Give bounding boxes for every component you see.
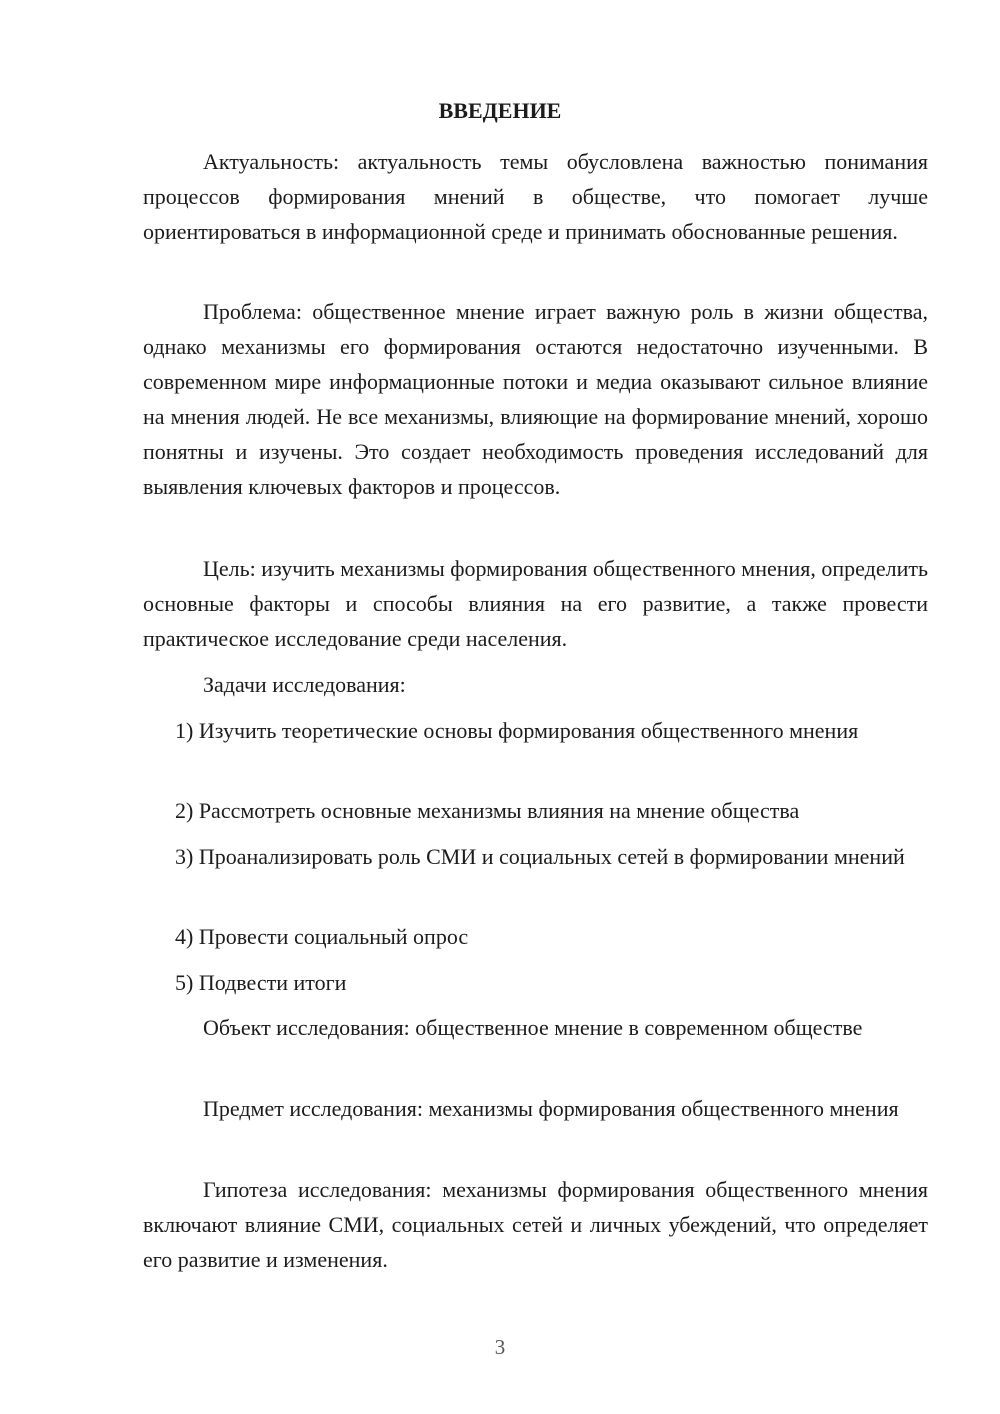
task-item-5: 5) Подвести итоги [175,970,347,995]
goal-paragraph: Цель: изучить механизмы формирования общественного мнения, определить основные факторы и способы влияния на его развитие, а также провести практическое исследование среди населения. [143,556,929,651]
object-paragraph: Объект исследования: общественное мнение в современном обществе [203,1015,863,1040]
hypothesis-paragraph: Гипотеза исследования: механизмы формирования общественного мнения включают влияние СМИ, социальных сетей и личных убеждений, что определяет его развитие и изменения. [143,1177,928,1272]
task-item-2: 2) Рассмотреть основные механизмы влияния на мнение общества [175,798,800,823]
page-title: ВВЕДЕНИЕ [438,98,562,123]
task-item-3: 3) Проанализировать роль СМИ и социальных сетей в формировании мнений [175,844,905,869]
problem-paragraph: Проблема: общественное мнение играет важную роль в жизни общества, однако механизмы его формирования остаются недостаточно изученными. В современном мире информационные потоки и медиа оказывают сильное влияние на мнения людей. Не все механизмы, влияющие на формирование мнений, хорошо понятны и изучены. Это создает необходимость проведения исследований для выявления ключевых факторов и процессов. [143,299,928,499]
subject-paragraph: Предмет исследования: механизмы формирования общественного мнения [203,1096,899,1121]
tasks-heading: Задачи исследования: [203,672,406,697]
page-number: 3 [494,1335,506,1359]
task-item-4: 4) Провести социальный опрос [175,924,469,949]
task-item-1: 1) Изучить теоретические основы формирования общественного мнения [175,718,859,743]
relevance-paragraph: Актуальность: актуальность темы обусловлена важностью понимания процессов формирования мнений в обществе, что помогает лучше ориентироваться в информационной среде и принимать обоснованные решения. [143,149,928,244]
